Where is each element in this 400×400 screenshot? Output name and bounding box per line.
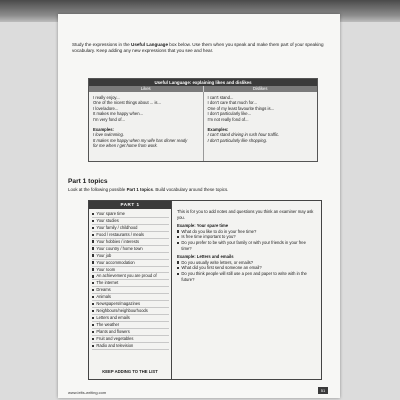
bullet-square-icon [177, 242, 179, 244]
question-text: Do you usually write letters, or emails? [181, 259, 254, 265]
topic-item [92, 246, 169, 253]
topic-label: Animals [96, 294, 111, 300]
topic-label: The internet [96, 280, 119, 286]
part1-topic-list [89, 209, 171, 350]
part1-topics-box [88, 200, 322, 380]
topic-label: Plants and flowers [96, 328, 130, 334]
dislikes-phrase: I'm not really fond of... [207, 116, 249, 122]
example2-title: Example: Letters and emails [177, 254, 234, 260]
part1-box-header: PART 1 [89, 201, 171, 209]
topic-label: Letters and emails [96, 315, 130, 321]
likes-phrase: I really enjoy... [93, 95, 120, 100]
topic-item [92, 280, 169, 287]
topic-item [92, 336, 169, 343]
topic-item [92, 322, 169, 329]
useful-language-body [89, 92, 317, 161]
likes-phrase: It makes me happy when... [93, 111, 144, 117]
dislikes-phrase: I can't stand... [207, 95, 234, 100]
topic-item [92, 218, 169, 225]
bullet-square-icon [92, 268, 94, 270]
bullet-square-icon [92, 296, 94, 298]
bullet-square-icon [92, 317, 94, 319]
topic-label: An achievement you are proud of [96, 273, 157, 279]
likes-example: I love swimming. [93, 132, 124, 138]
bullet-square-icon [92, 220, 94, 222]
topic-item [92, 329, 169, 336]
likes-phrase: I'm very fond of... [93, 116, 125, 122]
bullet-square-icon [92, 261, 94, 263]
intro-text-after: box below. Use them when you speak and make them part of your speaking vocabulary. Keep adding any new expressions that you see and hear. [72, 42, 324, 53]
bullet-square-icon [92, 282, 94, 284]
topic-label: Fruit and vegetables [96, 335, 134, 341]
useful-language-box [88, 78, 318, 162]
topic-item [92, 239, 169, 246]
useful-language-title: Useful Language: explaining likes and dislikes [89, 79, 317, 86]
topic-label: Your spare time [96, 211, 125, 216]
topic-item [92, 273, 169, 280]
bullet-square-icon [92, 303, 94, 305]
likes-header: Likes [140, 86, 151, 91]
topic-item [92, 301, 169, 308]
dislikes-phrase: One of my least favourite things is... [207, 105, 275, 111]
topic-label: Your hobbies / interests [96, 238, 140, 244]
topic-label: Dreams [96, 287, 111, 293]
part1-heading: Part 1 topics [68, 178, 108, 185]
bullet-square-icon [92, 213, 94, 215]
part1-topics-column [89, 201, 172, 379]
page-number: 51 [318, 387, 328, 394]
part1-instructions-before: Look at the following possible [68, 187, 127, 192]
likes-phrase: One of the nicest things about ... is... [93, 100, 161, 106]
dislikes-examples-label: Examples: [207, 127, 229, 133]
notes-intro: This is for you to add notes and questions you think an examiner may ask you. [177, 209, 314, 220]
topic-item [92, 287, 169, 294]
intro-text-before: Study the expressions in the [72, 42, 131, 47]
dislikes-example: I can't stand driving in rush hour traffic. [207, 132, 280, 138]
dislikes-example: I don't particularly like shopping. [207, 137, 267, 143]
bullet-square-icon [92, 240, 94, 242]
bullet-square-icon [177, 273, 179, 275]
topic-item [92, 260, 169, 267]
dislikes-phrase: I don't particularly like... [207, 111, 252, 117]
topic-label: Your country / home town [96, 245, 143, 251]
likes-column [89, 92, 203, 161]
topic-label: Food / restaurants / meals [96, 231, 144, 237]
topic-label: Radio and television [96, 342, 134, 348]
dislikes-column [203, 92, 318, 161]
likes-example: for me when I get home from work. [93, 143, 158, 149]
bullet-square-icon [92, 275, 94, 277]
topic-item [92, 225, 169, 232]
bullet-square-icon [92, 227, 94, 229]
question-text: Do you prefer to be with your family or with your friends in your free time? [181, 239, 306, 251]
likes-example: It makes me happy when my wife has dinner ready [93, 137, 188, 143]
bullet-square-icon [177, 236, 179, 238]
bullet-square-icon [92, 331, 94, 333]
bullet-square-icon [92, 234, 94, 236]
topic-label: Your job [96, 252, 112, 258]
topic-label: The weather [96, 322, 120, 327]
topic-item [92, 343, 169, 350]
intro-paragraph [72, 42, 330, 54]
topic-item [92, 232, 169, 239]
bullet-square-icon [92, 345, 94, 347]
topic-item [92, 294, 169, 301]
book-page [58, 14, 340, 398]
topic-label: Your studies [96, 217, 119, 223]
topic-label: Neighbours/neighbourhoods [96, 308, 148, 314]
bullet-square-icon [177, 261, 179, 263]
question-text: What do you like to do in your free time? [181, 228, 257, 234]
topic-item [92, 211, 169, 218]
bullet-square-icon [92, 310, 94, 312]
likes-examples-label: Examples: [93, 127, 114, 133]
footer-url: www.ielts-writing.com [68, 390, 107, 395]
topic-label: Your family / childhood [96, 224, 138, 230]
topic-item [92, 308, 169, 315]
topic-label: Your accommodation [96, 259, 135, 265]
bullet-square-icon [92, 338, 94, 340]
part1-instructions-bold: Part 1 topics [126, 187, 153, 192]
part1-instructions [68, 187, 328, 192]
topic-item [92, 267, 169, 274]
topic-item [92, 253, 169, 260]
part1-instructions-after: . Build vocabulary around these topics. [152, 187, 229, 192]
question-text: What did you first send someone an email? [181, 265, 262, 271]
example-question [177, 240, 316, 251]
question-text: Do you think people will still use a pen and paper to write with in the future? [181, 270, 307, 282]
topic-label: Your room [96, 266, 116, 272]
topic-label: Newspapers/magazines [96, 301, 141, 307]
intro-text-bold: Useful Language [131, 42, 169, 47]
part1-notes-column [172, 201, 321, 379]
bullet-square-icon [92, 254, 94, 256]
example-question [177, 271, 316, 282]
example1-title: Example: Your spare time [177, 223, 229, 229]
dislikes-phrase: I don't care that much for... [207, 100, 257, 106]
bullet-square-icon [177, 230, 179, 232]
question-text: Is free time important to you? [181, 234, 236, 240]
bullet-square-icon [177, 267, 179, 269]
bullet-square-icon [92, 324, 94, 326]
likes-phrase: I love/adore... [93, 105, 119, 111]
dislikes-header: Dislikes [203, 86, 318, 92]
topic-item [92, 315, 169, 322]
bullet-square-icon [92, 289, 94, 291]
bullet-square-icon [92, 247, 94, 249]
keep-adding-note: KEEP ADDING TO THE LIST [102, 369, 158, 374]
